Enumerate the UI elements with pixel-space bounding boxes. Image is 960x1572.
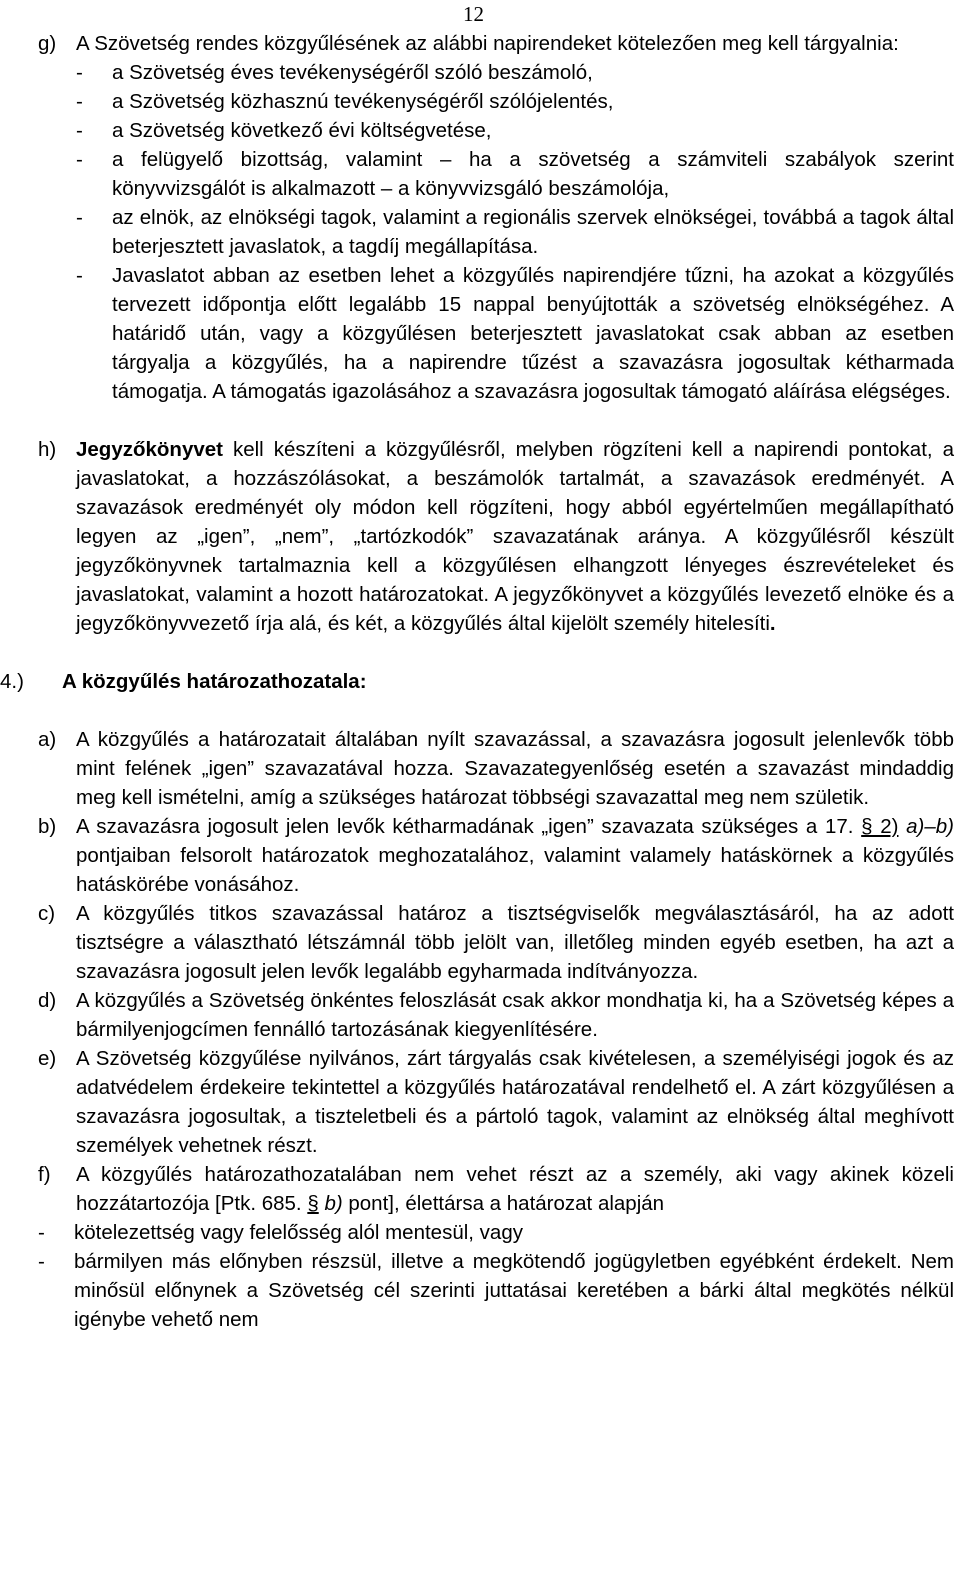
item-g <box>38 29 954 406</box>
list-item: - a felügyelő bizottság, valamint – ha a szövetség a számviteli szabályok szerint könyvvizsgálót is alkalmazott – a könyvvizsgáló beszámolója, <box>76 145 954 203</box>
item-f <box>38 1160 954 1218</box>
item-b <box>38 812 954 899</box>
dash-marker: - <box>76 206 83 229</box>
item-a-text: A közgyűlés a határozatait általában nyílt szavazással, a szavazásra jogosult jelenlevők több mint felének „igen” szavazatával hozza. Szavazategyenlőség esetén a szavazást mindaddig meg kell ismételni, amíg a szükséges határozat többségi szavazattal meg nem születik. <box>76 728 954 809</box>
dash-marker: - <box>76 148 83 171</box>
dash-marker: - <box>38 1221 45 1244</box>
item-marker: f) <box>38 1163 51 1186</box>
item-b-text: A szavazásra jogosult jelen levők kétharmadának „igen” szavazata szükséges a 17. § 2) a)–b) pontjaiban felsorolt határozatok meghozatalához, valamint valamely hatáskörnek a közgyűlés hatáskörébe vonásához. <box>76 815 954 896</box>
dash-marker: - <box>76 119 83 142</box>
item-marker: d) <box>38 989 57 1012</box>
list-item: - az elnök, az elnökségi tagok, valamint a regionális szervek elnökségei, továbbá a tagok által beterjesztett javaslatok, a tagdíj megállapítása. <box>76 203 954 261</box>
item-h <box>38 435 954 638</box>
list-item: - a Szövetség közhasznú tevékenységéről szólójelentés, <box>76 87 954 116</box>
item-marker: c) <box>38 902 56 925</box>
list-item: - a Szövetség éves tevékenységéről szóló beszámoló, <box>76 58 954 87</box>
page-number: 12 <box>463 2 484 26</box>
item-marker: e) <box>38 1047 57 1070</box>
dash-marker: - <box>76 90 83 113</box>
document-page <box>0 29 954 1334</box>
item-marker: h) <box>38 438 57 461</box>
point-ref: a)–b) <box>906 815 954 838</box>
dash-marker: - <box>38 1250 45 1273</box>
item-d <box>38 986 954 1044</box>
bold-term: Jegyzőkönyvet <box>76 438 223 461</box>
item-c-text: A közgyűlés titkos szavazással határoz a tisztségviselők megválasztásáról, ha az adott tisztségre a választható létszámnál több jelölt van, illetőleg minden egyéb esetben, ha azt a szavazásra jogosult jelen levők legalább egyharmada indítványozza. <box>76 902 954 983</box>
section-ref: § <box>307 1192 319 1215</box>
point-ref: b) <box>324 1192 343 1215</box>
section-number: 4.) <box>0 670 24 693</box>
section-title: A közgyűlés határozathozatala: <box>62 670 367 693</box>
list-item: - kötelezettség vagy felelősség alól mentesül, vagy <box>38 1218 954 1247</box>
item-marker: a) <box>38 728 57 751</box>
dash-marker: - <box>76 61 83 84</box>
list-item: - a Szövetség következő évi költségvetése, <box>76 116 954 145</box>
item-c <box>38 899 954 986</box>
section-heading <box>0 667 954 696</box>
item-h-text: Jegyzőkönyvet kell készíteni a közgyűlésről, melyben rögzíteni kell a napirendi pontokat, a javaslatokat, a hozzászólásokat, a beszámolók tartalmát, a szavazások eredményét. A szavazások eredményét oly módon kell rögzíteni, hogy abból egyértelműen megállapítható legyen az „igen”, „nem”, „tartózkodók” szavazatának aránya. A közgyűlésről készült jegyzőkönyvnek tartalmaznia kell a közgyűlésen elhangzott lényeges észrevételeket és javaslatokat, valamint a hozott határozatokat. A jegyzőkönyvet a közgyűlés levezető elnöke és a jegyzőkönyvvezető írja alá, és két, a közgyűlés által kijelölt személy hitelesíti. <box>76 438 954 635</box>
dash-marker: - <box>76 264 83 287</box>
item-e-text: A Szövetség közgyűlése nyilvános, zárt tárgyalás csak kivételesen, a személyiségi jogok és az adatvédelem érdekeire tekintettel a közgyűlés határozatával rendelhető el. A zárt közgyűlésen a szavazásra jogosultak, a tiszteletbeli és a pártoló tagok, valamint az elnökség által meghívott személyek vehetnek részt. <box>76 1047 954 1157</box>
list-item: - bármilyen más előnyben részsül, illetve a megkötendő jogügyletben egyébként érdekelt. Nem minősül előnynek a Szövetség cél szerinti juttatásai keretében a bárki által megkötés nélkül igénybe vehető nem <box>38 1247 954 1334</box>
item-a <box>38 725 954 812</box>
item-g-intro: A Szövetség rendes közgyűlésének az alábbi napirendeket kötelezően meg kell tárgyalnia: <box>76 32 899 55</box>
item-marker: b) <box>38 815 57 838</box>
item-marker: g) <box>38 32 57 55</box>
list-item: - Javaslatot abban az esetben lehet a közgyűlés napirendjére tűzni, ha azokat a közgyűlés tervezett időpontja előtt legalább 15 nappal benyújtották a szövetség elnökségéhez. A határidő után, vagy a közgyűlésen beterjesztett javaslatokat csak abban az esetben tárgyalja a közgyűlés, ha a napirendre tűzést a szavazásra jogosultak kétharmada támogatja. A támogatás igazolásához a szavazásra jogosultak támogató aláírása elégséges. <box>76 261 954 406</box>
item-f-text: A közgyűlés határozathozatalában nem vehet részt az a személy, aki vagy akinek közeli hozzátartozója [Ptk. 685. § b) pont], élettársa a határozat alapján <box>76 1163 954 1215</box>
item-e <box>38 1044 954 1160</box>
section-ref: § 2) <box>861 815 899 838</box>
item-d-text: A közgyűlés a Szövetség önkéntes feloszlását csak akkor mondhatja ki, ha a Szövetség képes a bármilyenjogcímen fennálló tartozásának kiegyenlítésére. <box>76 989 954 1041</box>
